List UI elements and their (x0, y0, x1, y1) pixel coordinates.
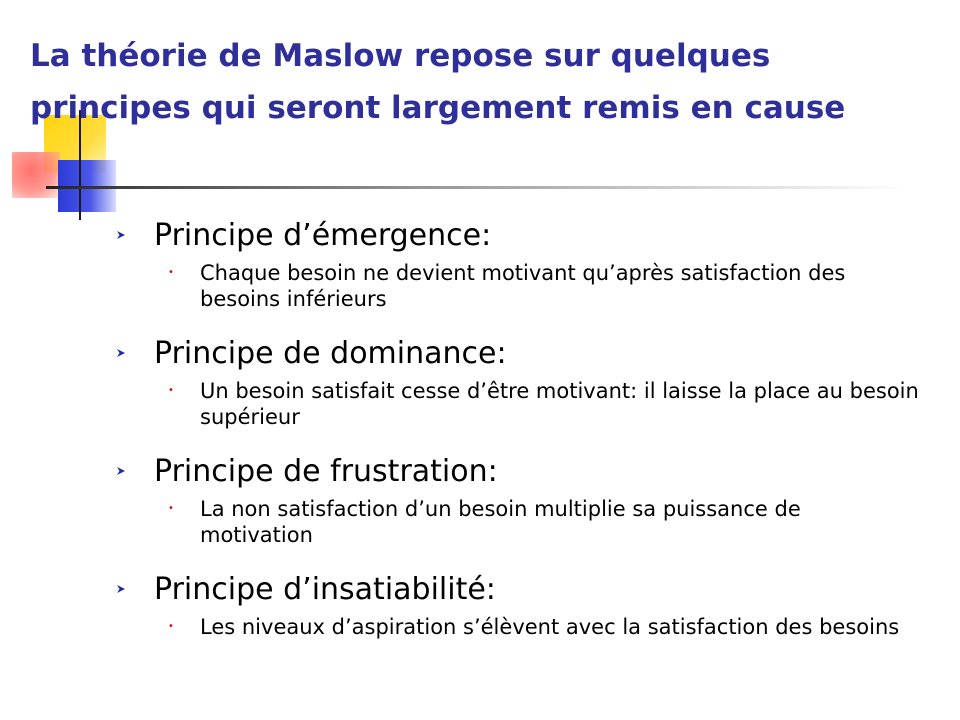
arrowhead-bullet-icon (116, 466, 154, 476)
logo-red-square (12, 152, 60, 198)
dot-bullet-icon: • (168, 385, 174, 396)
principles-list (116, 212, 926, 658)
principle-detail-row (166, 496, 926, 548)
slide-title: La théorie de Maslow repose sur quelques principes qui seront largement remis en cause (30, 38, 846, 126)
principle-detail: La non satisfaction d’un besoin multiplie sa puissance de motivation (200, 497, 801, 547)
arrowhead-bullet-icon (116, 230, 154, 240)
principle-item (116, 566, 926, 640)
principle-heading-row (116, 566, 926, 612)
dot-bullet-icon: • (168, 621, 174, 632)
principle-label: Principe de frustration: (154, 453, 498, 489)
title-underline (46, 186, 906, 189)
principle-detail: Un besoin satisfait cesse d’être motivant: il laisse la place au besoin supérieur (200, 379, 919, 429)
arrowhead-bullet-icon (116, 584, 154, 594)
principle-detail-row (166, 260, 926, 312)
principle-detail-row (166, 614, 926, 640)
principle-item (116, 448, 926, 548)
arrowhead-bullet-icon (116, 348, 154, 358)
principle-detail-row (166, 378, 926, 430)
principle-heading-row (116, 212, 926, 258)
dot-bullet-icon: • (168, 503, 174, 514)
principle-detail: Chaque besoin ne devient motivant qu’après satisfaction des besoins inférieurs (200, 261, 846, 311)
principle-heading-row (116, 448, 926, 494)
principle-label: Principe de dominance: (154, 335, 507, 371)
principle-heading-row (116, 330, 926, 376)
principle-item (116, 212, 926, 312)
principle-label: Principe d’insatiabilité: (154, 571, 496, 607)
principle-detail: Les niveaux d’aspiration s’élèvent avec la satisfaction des besoins (200, 615, 900, 639)
principle-label: Principe d’émergence: (154, 217, 492, 253)
dot-bullet-icon: • (168, 267, 174, 278)
principle-item (116, 330, 926, 430)
